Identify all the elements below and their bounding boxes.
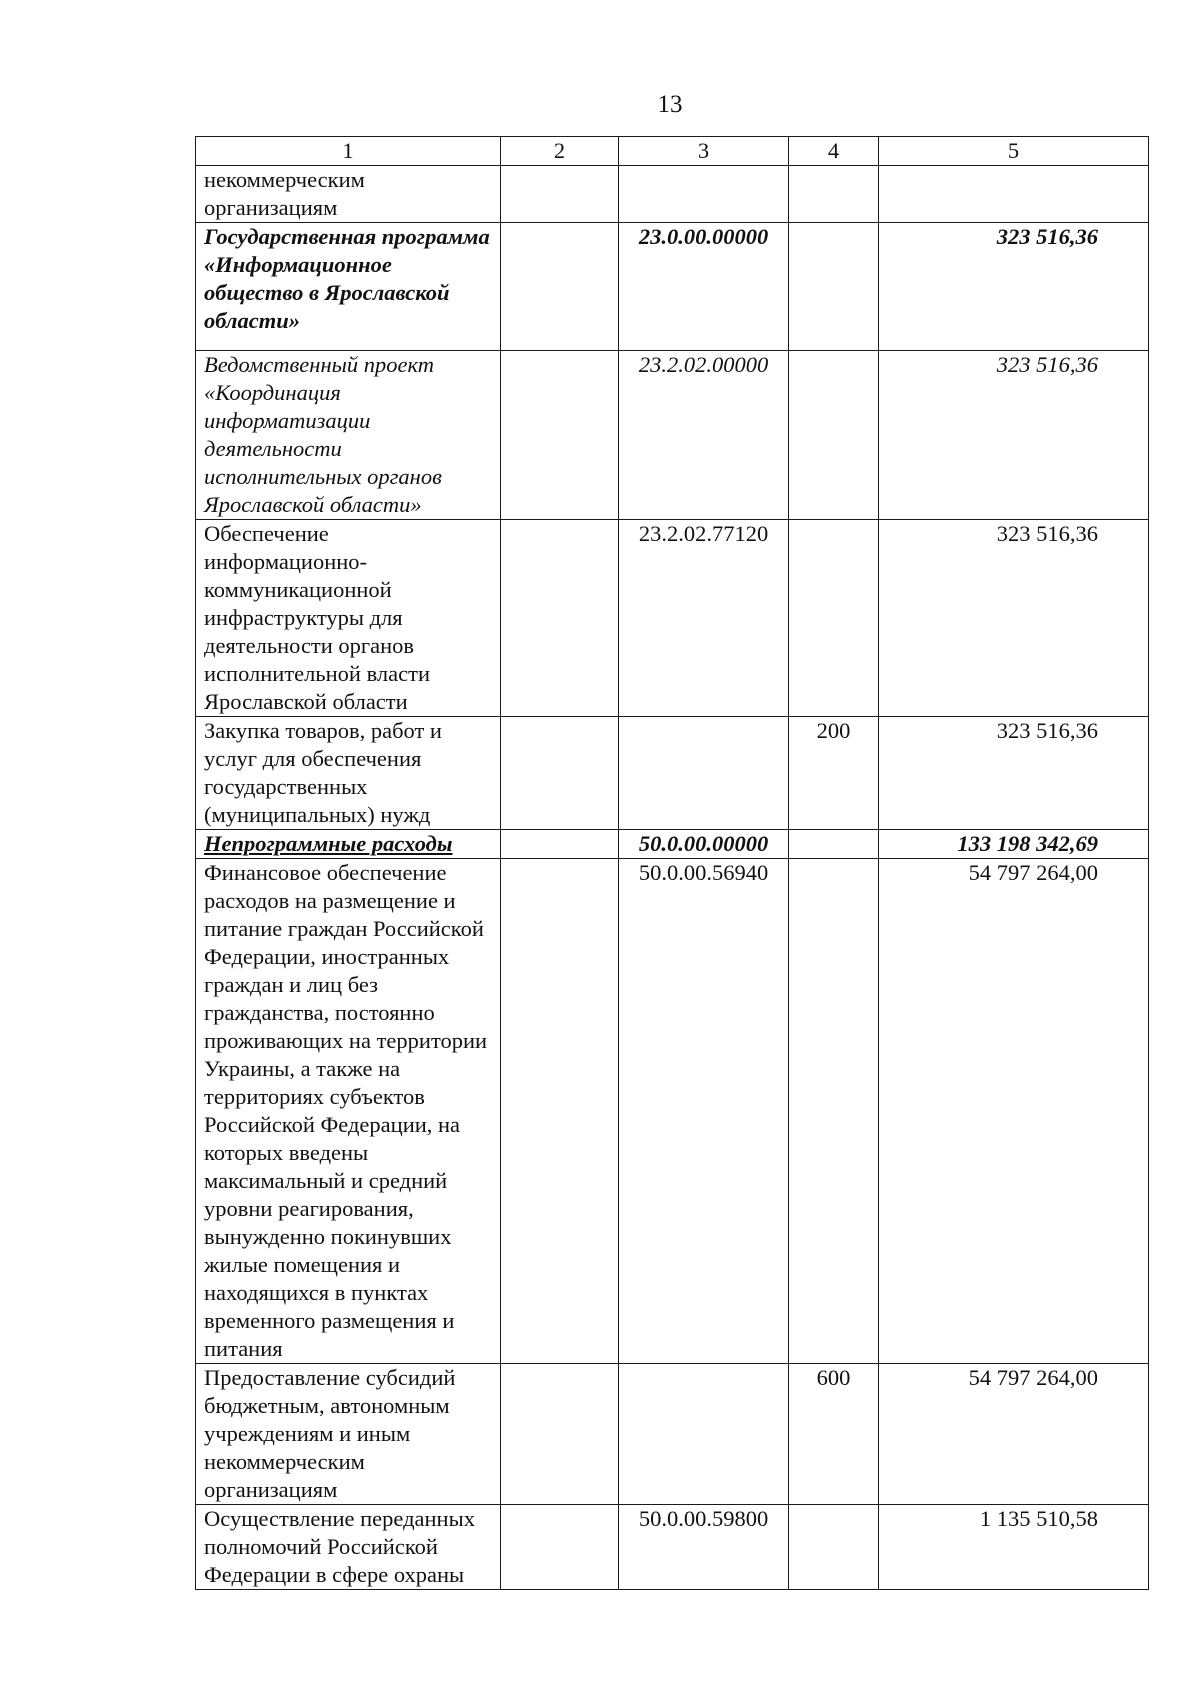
row-col2-cell [501,166,619,223]
column-header-2: 2 [501,137,619,166]
row-name-cell: Предоставление субсидий бюджетным, автономным учреждениям и иным некоммерческим организациям [196,1364,501,1505]
row-name-cell: Обеспечение информационно-коммуникационной инфраструктуры для деятельности органов исполнительной власти Ярославской области [196,520,501,717]
row-type-cell [789,223,879,351]
row-amount-cell: 323 516,36 [879,351,1149,520]
column-header-5: 5 [879,137,1149,166]
row-type-cell [789,520,879,717]
row-code-cell [619,166,789,223]
row-code-cell: 50.0.00.00000 [619,830,789,859]
row-col2-cell [501,1505,619,1590]
row-col2-cell [501,859,619,1364]
row-col2-cell [501,351,619,520]
row-amount-cell: 54 797 264,00 [879,1364,1149,1505]
table-row [196,166,1149,223]
table-row [196,717,1149,830]
row-amount-cell: 323 516,36 [879,717,1149,830]
row-col2-cell [501,1364,619,1505]
row-type-cell [789,859,879,1364]
row-code-cell [619,1364,789,1505]
row-amount-cell [879,166,1149,223]
row-amount-cell: 54 797 264,00 [879,859,1149,1364]
row-code-cell: 23.2.02.77120 [619,520,789,717]
row-type-cell [789,1505,879,1590]
row-code-cell: 23.0.00.00000 [619,223,789,351]
budget-table-body [196,137,1149,1590]
column-header-3: 3 [619,137,789,166]
row-name-cell: Ведомственный проект «Координация информатизации деятельности исполнительных органов Ярославской области» [196,351,501,520]
row-col2-cell [501,830,619,859]
row-name-cell: Государственная программа «Информационное общество в Ярославской области» [196,223,501,351]
row-name-cell: Финансовое обеспечение расходов на размещение и питание граждан Российской Федерации, иностранных граждан и лиц без гражданства, постоянно проживающих на территории Украины, а также на территориях субъектов Российской Федерации, на которых введены максимальный и средний уровни реагирования, вынужденно покинувших жилые помещения и находящихся в пунктах временного размещения и питания [196,859,501,1364]
table-row [196,520,1149,717]
row-amount-cell: 1 135 510,58 [879,1505,1149,1590]
row-code-cell: 23.2.02.00000 [619,351,789,520]
row-type-cell [789,166,879,223]
row-code-cell: 50.0.00.56940 [619,859,789,1364]
row-col2-cell [501,223,619,351]
row-type-cell [789,830,879,859]
row-name-cell: Непрограммные расходы [196,830,501,859]
row-type-cell [789,351,879,520]
row-name-cell: некоммерческим организациям [196,166,501,223]
page-number: 13 [657,91,683,118]
column-header-4: 4 [789,137,879,166]
row-type-cell: 600 [789,1364,879,1505]
row-amount-cell: 323 516,36 [879,520,1149,717]
table-row [196,859,1149,1364]
table-header-row [196,137,1149,166]
table-row [196,1505,1149,1590]
row-name-cell: Закупка товаров, работ и услуг для обеспечения государственных (муниципальных) нужд [196,717,501,830]
column-header-1: 1 [196,137,501,166]
row-col2-cell [501,520,619,717]
row-code-cell: 50.0.00.59800 [619,1505,789,1590]
budget-table [195,136,1149,1590]
table-row [196,830,1149,859]
row-amount-cell: 323 516,36 [879,223,1149,351]
row-col2-cell [501,717,619,830]
table-row [196,223,1149,351]
row-name-cell: Осуществление переданных полномочий Российской Федерации в сфере охраны [196,1505,501,1590]
row-type-cell: 200 [789,717,879,830]
table-row [196,1364,1149,1505]
table-row [196,351,1149,520]
row-code-cell [619,717,789,830]
row-amount-cell: 133 198 342,69 [879,830,1149,859]
